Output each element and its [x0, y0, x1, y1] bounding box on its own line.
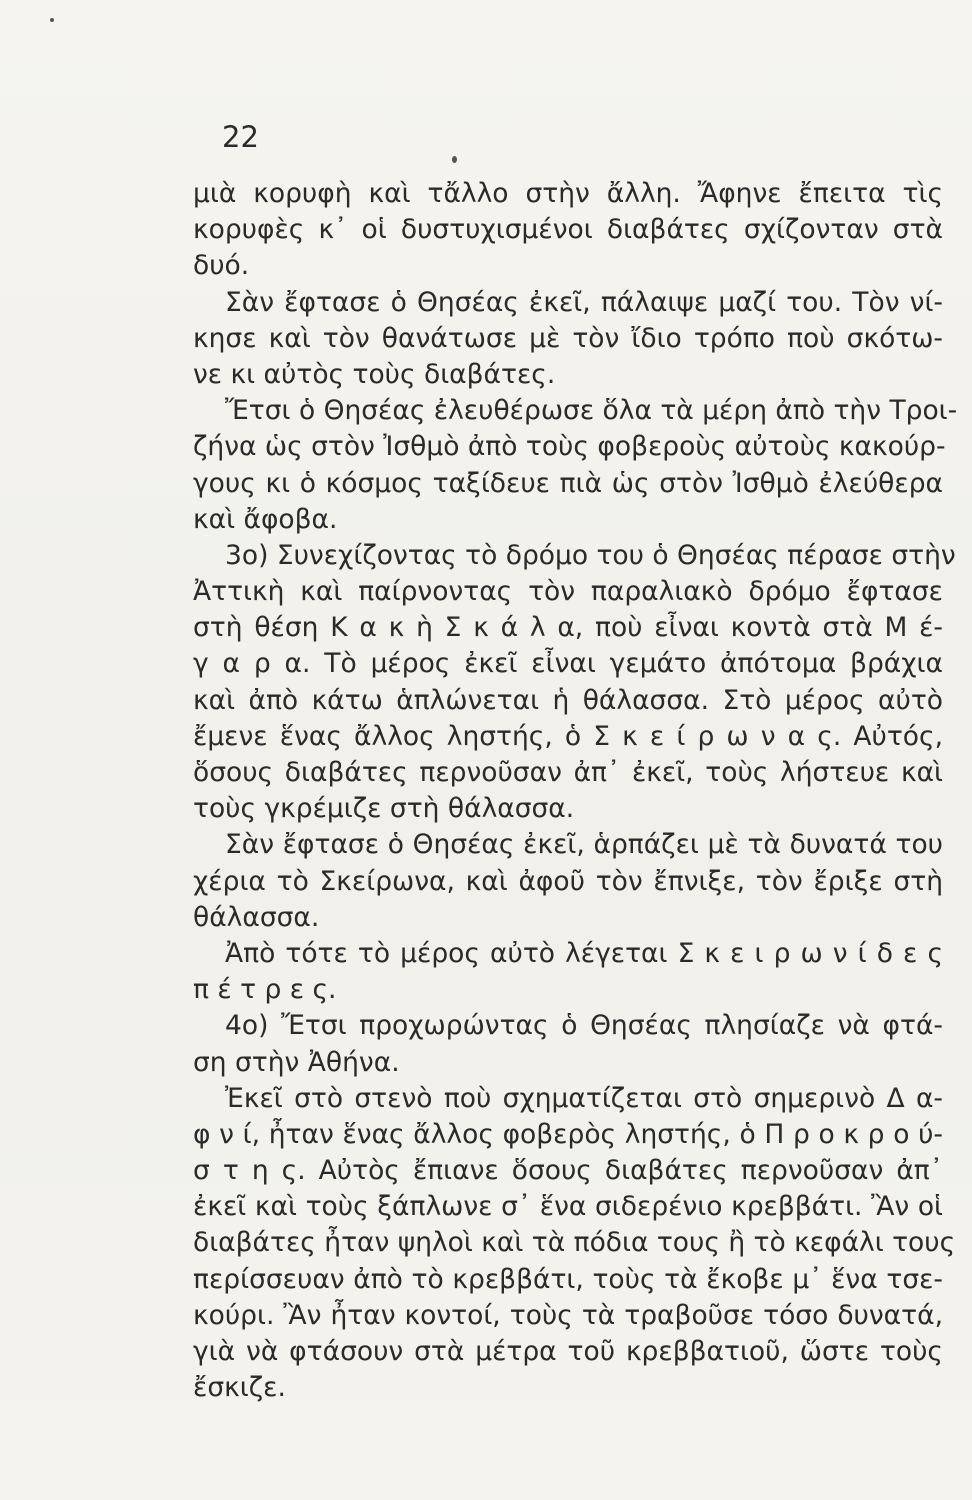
text-line: κούρι. Ἂν ἦταν κοντοί, τοὺς τὰ τραβοῦσε τόσο δυνατά,: [193, 1299, 943, 1331]
text-line: μιὰ κορυφὴ καὶ τἄλλο στὴν ἄλλη. Ἄφηνε ἔπειτα τὶς: [193, 178, 943, 209]
ink-speck: [452, 156, 457, 163]
text-line: δυό.: [193, 250, 250, 282]
text-line: κησε καὶ τὸν θανάτωσε μὲ τὸν ἴδιο τρόπο ποὺ σκότω-: [193, 322, 943, 354]
text-line: ἐκεῖ καὶ τοὺς ξάπλωνε σ᾿ ἕνα σιδερένιο κρεββάτι. Ἂν οἱ: [193, 1191, 943, 1223]
page-number: 22: [222, 120, 259, 154]
text-line: στὴ θέση Κ α κ ὴ Σ κ ά λ α, ποὺ εἶναι κοντὰ στὰ Μ έ-: [193, 612, 943, 644]
text-line: σ τ η ς. Αὐτὸς ἔπιανε ὅσους διαβάτες περνοῦσαν ἀπ᾿: [193, 1155, 943, 1187]
text-line: γ α ρ α. Τὸ μέρος ἐκεῖ εἶναι γεμάτο ἀπότομα βράχια: [193, 648, 943, 680]
text-line: ζήνα ὡς στὸν Ἰσθμὸ ἀπὸ τοὺς φοβεροὺς αὐτοὺς κακούρ-: [193, 431, 946, 463]
text-line: νε κι αὐτὸς τοὺς διαβάτες.: [193, 358, 556, 390]
text-line: γιὰ νὰ φτάσουν στὰ μέτρα τοῦ κρεββατιοῦ, ὥστε τοὺς: [193, 1336, 943, 1367]
text-line: Ἔτσι ὁ Θησέας ἐλευθέρωσε ὅλα τὰ μέρη ἀπὸ τὴν Τροι-: [225, 395, 958, 427]
ink-speck: [50, 18, 54, 22]
text-line: φ ν ί, ἦταν ἕνας ἄλλος φοβερὸς ληστής, ὁ Π ρ ο κ ρ ο ύ-: [193, 1118, 943, 1150]
text-line: τοὺς γκρέμιζε στὴ θάλασσα.: [193, 793, 575, 825]
text-line: ση στὴν Ἀθήνα.: [193, 1046, 400, 1078]
text-line: Ἐκεῖ στὸ στενὸ ποὺ σχηματίζεται στὸ σημερινὸ Δ α-: [225, 1082, 943, 1114]
text-line: ἔσκιζε.: [193, 1372, 286, 1404]
text-line: Ἀπὸ τότε τὸ μέρος αὐτὸ λέγεται Σ κ ε ι ρ ω ν ί δ ε ς: [225, 937, 943, 969]
text-line: 3ο) Συνεχίζοντας τὸ δρόμο του ὁ Θησέας πέρασε στὴν: [225, 539, 956, 571]
text-line: π έ τ ρ ε ς.: [193, 974, 337, 1006]
text-line: θάλασσα.: [193, 901, 320, 933]
text-line: χέρια τὸ Σκείρωνα, καὶ ἀφοῦ τὸν ἔπνιξε, τὸν ἔριξε στὴ: [193, 865, 943, 897]
text-line: καὶ ἄφοβα.: [193, 503, 338, 535]
text-line: περίσσευαν ἀπὸ τὸ κρεββάτι, τοὺς τὰ ἔκοβε μ᾿ ἕνα τσε-: [193, 1263, 943, 1295]
text-line: ἔμενε ἕνας ἄλλος ληστής, ὁ Σ κ ε ί ρ ω ν α ς. Αὐτός,: [193, 720, 943, 752]
text-line: Σὰν ἔφτασε ὁ Θησέας ἐκεῖ, ἁρπάζει μὲ τὰ δυνατά του: [225, 829, 943, 861]
text-line: καὶ ἀπὸ κάτω ἁπλώνεται ἡ θάλασσα. Στὸ μέρος αὐτὸ: [193, 684, 943, 716]
text-line: Ἀττικὴ καὶ παίρνοντας τὸν παραλιακὸ δρόμο ἔφτασε: [193, 576, 943, 608]
text-line: 4ο) Ἔτσι προχωρώντας ὁ Θησέας πλησίαζε νὰ φτά-: [225, 1010, 943, 1042]
text-line: διαβάτες ἦταν ψηλοὶ καὶ τὰ πόδια τους ἢ τὸ κεφάλι τους: [193, 1227, 956, 1259]
text-line: ὅσους διαβάτες περνοῦσαν ἀπ᾿ ἐκεῖ, τοὺς λήστευε καὶ: [193, 757, 943, 788]
body-text: [193, 176, 958, 1406]
text-line: κορυφὲς κ᾿ οἱ δυστυχισμένοι διαβάτες σχίζονταν στὰ: [193, 214, 943, 246]
text-line: γους κι ὁ κόσμος ταξίδευε πιὰ ὡς στὸν Ἰσθμὸ ἐλεύθερα: [193, 467, 943, 499]
text-line: Σὰν ἔφτασε ὁ Θησέας ἐκεῖ, πάλαιψε μαζί του. Τὸν νί-: [225, 286, 943, 318]
